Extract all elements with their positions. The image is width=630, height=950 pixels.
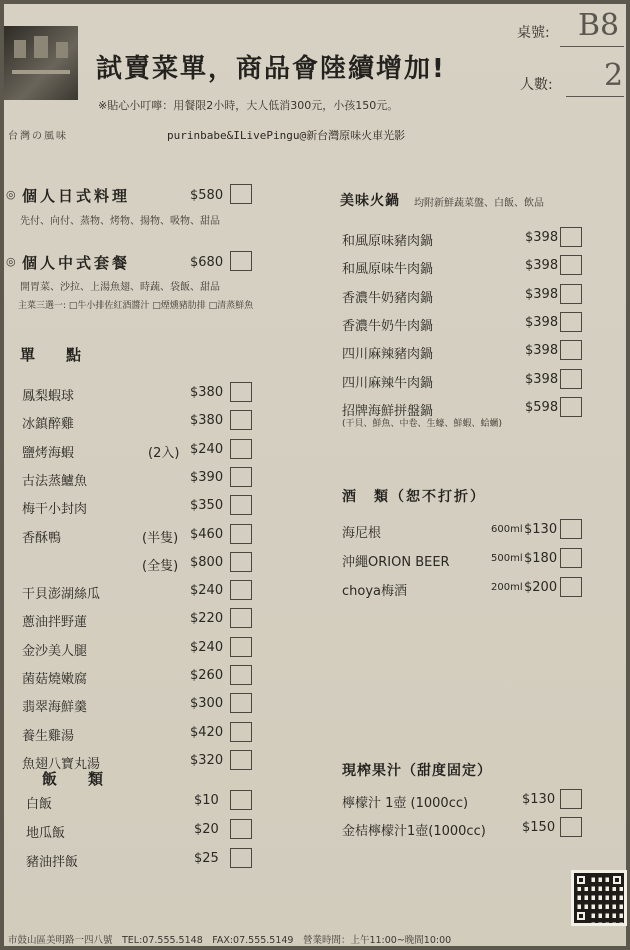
menu-item-price: $320 [190,753,224,768]
seafood-pot-contents: (干貝、鮮魚、中卷、生蠔、鮮蝦、蛤蠣) [342,419,503,429]
order-checkbox[interactable] [230,467,252,487]
menu-item-price: $220 [190,611,224,626]
hotpot-heading: 美味火鍋 [340,193,400,209]
menu-item-price: $130 [522,792,556,807]
order-checkbox[interactable] [230,382,252,402]
menu-item-price: $240 [190,583,224,598]
menu-item-name: 海尼根 [342,526,382,541]
set-meal-name: 個人日式料理 [22,187,131,205]
order-checkbox[interactable] [230,580,252,600]
menu-sheet: 台灣の風味 試賣菜單，商品會陸續增加! ※貼心小叮嚀：用餐限2小時，大人低消300元，小孩150元。 purinbabe&ILivePingu@新台灣原味火車光影 桌號: B8 人數: 2 ◎ 個人日式料理 $580 先付、向付、蒸物、烤物、揚物、吸物、甜品 ◎ 個人中式套餐 $680 開胃菜、沙拉、上湯魚翅、時蔬、袋飯、甜品 主菜三選一: □牛小排佐紅酒醬汁 □煙燻豬肋排 □清蒸鮮魚 單 點 鳳梨蝦球 $380 冰鎮醉雞 $380 鹽烤海蝦 (2入) $240 古法蒸鱸魚 $390 梅干小封肉 $350 香酥鴨 (半隻) $460 (全隻) $800 干貝澎湖絲瓜 $240 蔥油拌野蓮 $220 金沙美人腿 $240 菌菇燒嫩腐 $260 翡翠海鮮羹 $300 養生雞湯 $420 魚翅八寶丸湯 $320 飯 類 白飯 $10 地瓜飯 $20 豬油拌飯 $25 美味火鍋 均附新鮮蔬菜盤、白飯、飲品 和風原味豬肉鍋 $398 和風原味牛肉鍋 $398 香濃牛奶豬肉鍋 $398 香濃牛奶牛肉鍋 $398 四川麻辣豬肉鍋 $398 四川麻辣牛肉鍋 $398 招牌海鮮拼盤鍋 $598 (干貝、鮮魚、中卷、生蠔、鮮蝦、蛤蠣) 酒 類（恕不打折） 海尼根 600ml $130 沖繩ORION BEER 500ml $180 choya梅酒 200ml $200 現榨果汁（甜度固定） 檸檬汁 1壺 (1000cc) $130 金桔檸檬汁1壺(1000cc) $150 市鼓山區美明路一四八號 TEL:07.555.5148 FAX:07.555.5149 營業時間：上午11:00~晚間10:00 [4,4,626,946]
set-meal-desc: 開胃菜、沙拉、上湯魚翅、時蔬、袋飯、甜品 [20,282,220,293]
order-checkbox[interactable] [560,255,582,275]
order-checkbox[interactable] [560,284,582,304]
set-meal-price: $680 [190,255,224,270]
juice-heading: 現榨果汁（甜度固定） [342,763,492,779]
order-checkbox[interactable] [230,251,252,271]
order-checkbox[interactable] [230,848,252,868]
photo-watermark: purinbabe&ILivePingu@新台灣原味火車光影 [167,129,406,142]
qr-code[interactable] [571,870,627,926]
menu-item-name: 白飯 [26,797,53,812]
drinks-heading: 酒 類（恕不打折） [342,489,486,505]
menu-item-name: 四川麻辣牛肉鍋 [342,376,434,391]
menu-item-name: 招牌海鮮拼盤鍋 [342,404,434,419]
menu-item-name: 金桔檸檬汁1壺(1000cc) [342,824,486,839]
people-count-value[interactable]: 2 [604,58,624,93]
order-checkbox[interactable] [230,552,252,572]
menu-item-volume: 200ml [491,582,523,593]
order-checkbox[interactable] [560,227,582,247]
menu-item-name: 古法蒸鱸魚 [22,474,88,489]
table-number-label: 桌號: [517,25,550,41]
menu-item-portion: (2入) [148,446,180,461]
order-checkbox[interactable] [230,524,252,544]
footer-contact: 市鼓山區美明路一四八號 TEL:07.555.5148 FAX:07.555.5149 營業時間：上午11:00~晚間10:00 [8,935,452,946]
order-checkbox[interactable] [560,519,582,539]
menu-item-name: 冰鎮醉雞 [22,417,75,432]
menu-item-price: $130 [524,522,558,537]
order-checkbox[interactable] [230,665,252,685]
set-meal-price: $580 [190,188,224,203]
menu-item-portion: (半隻) [142,531,179,546]
menu-item-name: 干貝澎湖絲瓜 [22,587,101,602]
menu-item-price: $350 [190,498,224,513]
menu-item-price: $398 [525,315,559,330]
menu-item-price: $390 [190,470,224,485]
menu-item-price: $420 [190,725,224,740]
order-checkbox[interactable] [560,340,582,360]
menu-item-price: $150 [522,820,556,835]
menu-item-name: 香酥鴨 [22,531,62,546]
menu-item-portion: (全隻) [142,559,179,574]
order-checkbox[interactable] [560,548,582,568]
menu-item-name: 檸檬汁 1壺 (1000cc) [342,796,469,811]
menu-item-price: $200 [524,580,558,595]
dining-notice: ※貼心小叮嚀：用餐限2小時，大人低消300元，小孩150元。 [98,99,399,112]
menu-item-name: 豬油拌飯 [26,855,79,870]
menu-item-price: $398 [525,343,559,358]
menu-item-name: 魚翅八寶丸湯 [22,757,101,772]
menu-item-name: choya梅酒 [342,584,408,599]
menu-item-price: $10 [194,793,219,808]
order-checkbox[interactable] [560,789,582,809]
menu-item-name: 香濃牛奶牛肉鍋 [342,319,434,334]
menu-item-price: $380 [190,385,224,400]
menu-item-name: 鹽烤海蝦 [22,446,75,461]
menu-item-name: 翡翠海鮮羹 [22,700,88,715]
menu-item-name: 菌菇燒嫩腐 [22,672,88,687]
people-count-label: 人數: [520,77,553,93]
menu-item-name: 蔥油拌野蓮 [22,615,88,630]
order-checkbox[interactable] [560,397,582,417]
menu-item-name: 鳳梨蝦球 [22,389,75,404]
menu-item-name: 地瓜飯 [26,826,66,841]
menu-item-price: $460 [190,527,224,542]
restaurant-logo [4,26,78,100]
order-checkbox[interactable] [230,750,252,770]
order-checkbox[interactable] [230,410,252,430]
menu-item-price: $598 [525,400,559,415]
logo-caption: 台灣の風味 [8,131,68,142]
menu-item-price: $300 [190,696,224,711]
menu-item-price: $800 [190,555,224,570]
order-checkbox[interactable] [230,637,252,657]
order-checkbox[interactable] [560,577,582,597]
menu-item-name: 養生雞湯 [22,729,75,744]
hotpot-subtitle: 均附新鮮蔬菜盤、白飯、飲品 [414,198,544,209]
order-checkbox[interactable] [230,693,252,713]
table-number-line [560,46,624,47]
order-checkbox[interactable] [230,184,252,204]
menu-item-price: $398 [525,287,559,302]
menu-item-name: 和風原味豬肉鍋 [342,234,434,249]
a-la-carte-heading: 單 點 [20,346,90,364]
menu-item-price: $25 [194,851,219,866]
menu-item-price: $240 [190,640,224,655]
order-checkbox[interactable] [230,790,252,810]
menu-item-price: $180 [524,551,558,566]
rice-heading: 飯 類 [42,770,112,788]
menu-item-name: 四川麻辣豬肉鍋 [342,347,434,362]
order-checkbox[interactable] [230,722,252,742]
order-checkbox[interactable] [230,608,252,628]
menu-item-volume: 500ml [491,553,523,564]
menu-item-name: 和風原味牛肉鍋 [342,262,434,277]
menu-item-price: $240 [190,442,224,457]
table-number-value[interactable]: B8 [578,8,620,43]
menu-item-price: $398 [525,230,559,245]
page-title: 試賣菜單，商品會陸續增加! [96,54,446,84]
menu-item-price: $398 [525,258,559,273]
set-meal-desc: 先付、向付、蒸物、烤物、揚物、吸物、甜品 [20,216,220,227]
menu-item-price: $20 [194,822,219,837]
order-checkbox[interactable] [560,312,582,332]
order-checkbox[interactable] [560,369,582,389]
people-count-line [566,96,624,97]
order-checkbox[interactable] [230,439,252,459]
menu-item-name: 香濃牛奶豬肉鍋 [342,291,434,306]
menu-item-name: 金沙美人腿 [22,644,88,659]
set-meal-name: 個人中式套餐 [22,254,131,272]
order-checkbox[interactable] [560,817,582,837]
menu-item-price: $398 [525,372,559,387]
main-course-options: 主菜三選一: □牛小排佐紅酒醬汁 □煙燻豬肋排 □清蒸鮮魚 [18,301,254,311]
menu-item-price: $380 [190,413,224,428]
order-checkbox[interactable] [230,495,252,515]
menu-item-volume: 600ml [491,524,523,535]
menu-item-name: 梅干小封肉 [22,502,88,517]
order-checkbox[interactable] [230,819,252,839]
menu-item-name: 沖繩ORION BEER [342,555,450,570]
menu-item-price: $260 [190,668,224,683]
